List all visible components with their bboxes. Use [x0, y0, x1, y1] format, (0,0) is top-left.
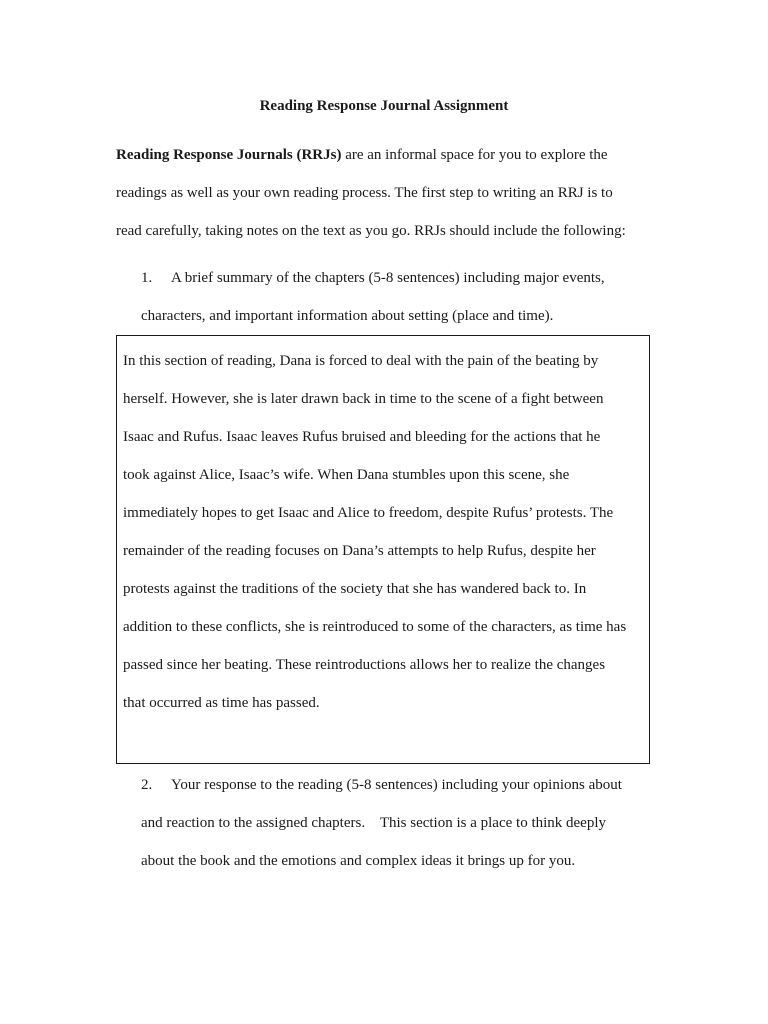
summary-line: Isaac and Rufus. Isaac leaves Rufus bruised and bleeding for the actions that he [123, 429, 601, 445]
summary-text [123, 349, 626, 729]
summary-line: passed since her beating. These reintroductions allows her to realize the changes [123, 657, 606, 673]
summary-line: addition to these conflicts, she is reintroduced to some of the characters, as time has [123, 619, 627, 635]
document-title: Reading Response Journal Assignment [259, 98, 509, 114]
summary-line: immediately hopes to get Isaac and Alice to freedom, despite Rufus’ protests. The [123, 505, 614, 521]
list-number-1: 1. [141, 270, 153, 286]
item2-line-1: Your response to the reading (5-8 sentences) including your opinions about [171, 777, 622, 793]
item1-line-2: characters, and important information about setting (place and time). [141, 308, 554, 324]
item1-line-1: A brief summary of the chapters (5-8 sentences) including major events, [171, 270, 605, 286]
intro-line-2: readings as well as your own reading process. The first step to writing an RRJ is to [116, 185, 613, 201]
summary-line: protests against the traditions of the society that she has wandered back to. In [123, 581, 587, 597]
intro-line-1 [116, 143, 676, 181]
summary-response-box [116, 335, 650, 764]
intro-paragraph [116, 143, 676, 257]
list-item-summary [141, 266, 681, 342]
summary-line: In this section of reading, Dana is forced to deal with the pain of the beating by [123, 353, 599, 369]
intro-line-1-text: are an informal space for you to explore the [341, 147, 608, 163]
item2-line-3: about the book and the emotions and complex ideas it brings up for you. [141, 853, 576, 869]
summary-line: that occurred as time has passed. [123, 695, 320, 711]
list-number-2: 2. [141, 777, 153, 793]
summary-line: remainder of the reading focuses on Dana’s attempts to help Rufus, despite her [123, 543, 596, 559]
list-item-response [141, 773, 681, 887]
summary-line: herself. However, she is later drawn back in time to the scene of a fight between [123, 391, 604, 407]
intro-line-3: read carefully, taking notes on the text as you go. RRJs should include the following: [116, 223, 626, 239]
rrj-term: Reading Response Journals (RRJs) [116, 147, 342, 163]
item2-line-2: and reaction to the assigned chapters. This section is a place to think deeply [141, 815, 607, 831]
summary-line: took against Alice, Isaac’s wife. When Dana stumbles upon this scene, she [123, 467, 570, 483]
